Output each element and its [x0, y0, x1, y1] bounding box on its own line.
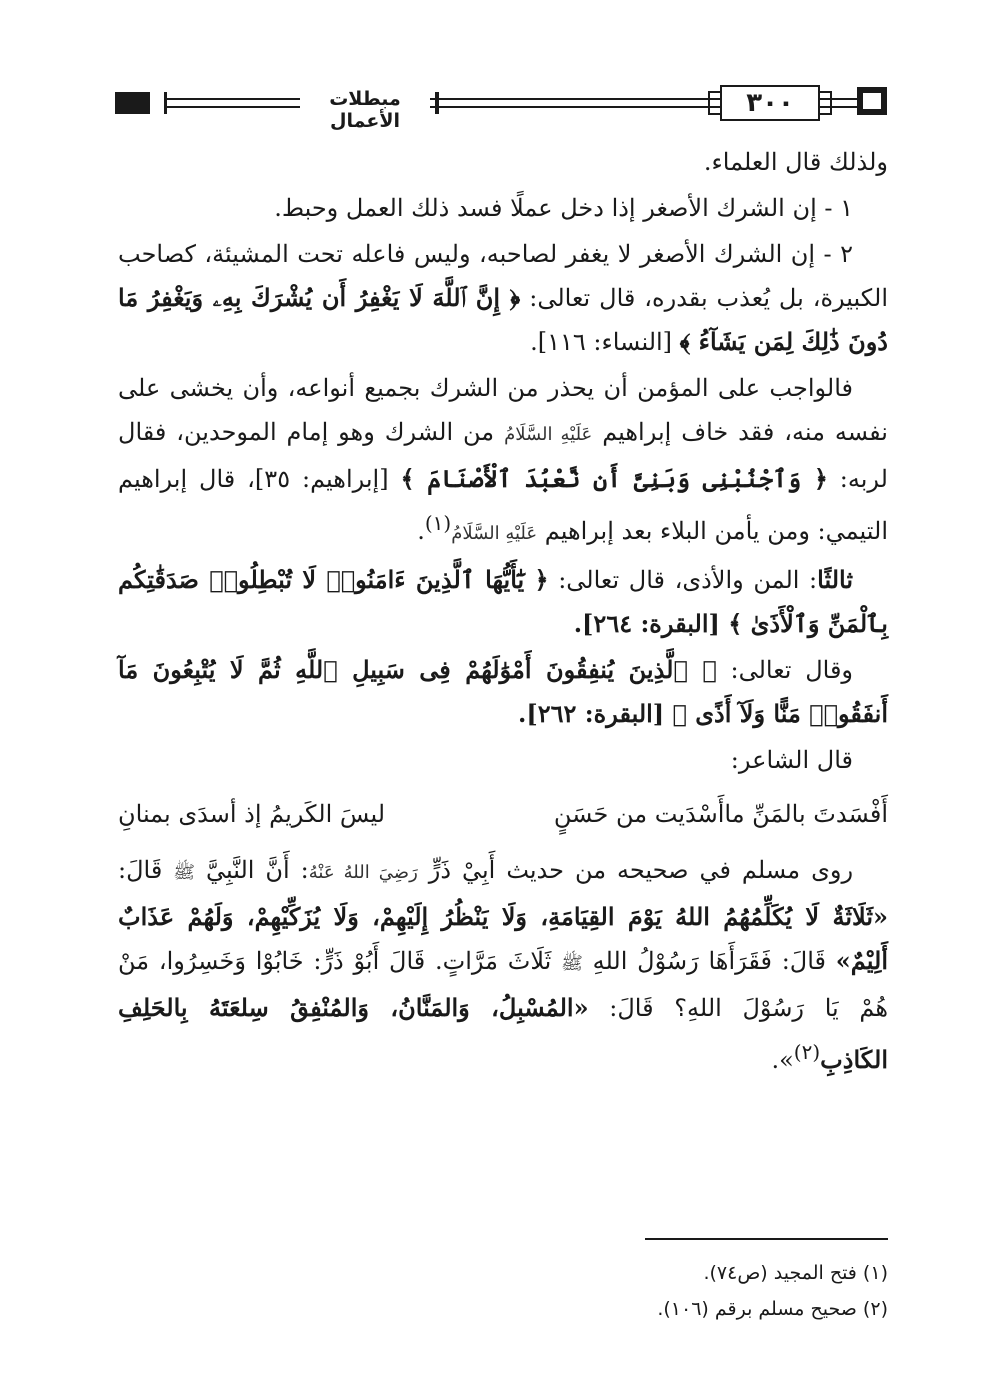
paragraph: [118, 558, 888, 646]
header-bar-left: [147, 92, 167, 114]
page-body: [118, 140, 888, 1084]
body-text: : أَنَّ النَّبِيَّ: [195, 856, 309, 884]
body-text: فالواجب على المؤمن أن يحذر من الشرك بجميع أنواعه، وأن يخشى على نفسه منه، فقد خاف إبراهيم: [118, 374, 888, 446]
header-end-block: [115, 92, 147, 114]
footnote-separator: [645, 1238, 888, 1240]
body-text: قَالَ:: [118, 856, 174, 884]
footnote-item: (١) فتح المجيد (ص٧٤).: [703, 1262, 888, 1284]
header-divider: [435, 92, 439, 114]
paragraph: قال الشاعر:: [730, 746, 853, 774]
poem-hemistich-left: ليسَ الكَريمُ إذ أسدَى بمنانِ: [118, 800, 386, 828]
list-item: ١ - إن الشرك الأصغر إذا دخل عملًا فسد ذلك العمل وحبط.: [274, 194, 853, 222]
salam-honorific: عَلَيْهِ السَّلَامُ: [451, 523, 538, 544]
verse-reference: [إبراهيم: ٣٥]، قال إبراهيم التيمي: ومن يأمن البلاء بعد إبراهيم: [118, 465, 888, 545]
footnote-ref[interactable]: (١): [424, 511, 452, 535]
hadith-text: «المُسْبِلُ، وَالمَنَّانُ، وَالمُنْفِقُ سِلعَتَهُ بِالحَلِفِ الكَاذِبِ: [118, 993, 888, 1074]
body-text: ٢ - إن الشرك الأصغر لا يغفر لصاحبه، وليس فاعله تحت المشيئة، كصاحب الكبيرة، بل يُعذب بقدره، قال تعالى:: [118, 240, 889, 312]
section-label: ثالثًا: [817, 565, 854, 594]
punctuation: .: [417, 517, 425, 545]
paragraph: [118, 366, 888, 556]
salla-honorific: ﷺ: [173, 862, 196, 883]
quran-verse: ﴿ ٱلَّذِينَ يُنفِقُونَ أَمْوَٰلَهُمْ فِى سَبِيلِ ٱللَّهِ ثُمَّ لَا يُتْبِعُونَ مَآ أَنفَقُوا۟ مَنًّا وَلَآ أَذًى ﴾: [118, 655, 888, 728]
quran-verse: ﴿ يَٰٓأَيُّهَا ٱلَّذِينَ ءَامَنُوا۟ لَا تُبْطِلُوا۟ صَدَقَٰتِكُم بِٱلْمَنِّ وَٱلْأَذَىٰ ﴾: [118, 565, 888, 638]
body-text: قَالَ: فَقَرَأَهَا رَسُوْلُ اللهِ: [582, 947, 836, 975]
paragraph: [118, 648, 888, 736]
footnote-item: (٢) صحيح مسلم برقم (١٠٦).: [657, 1298, 888, 1320]
book-title: مبطلات الأعمال: [300, 88, 430, 132]
poem-hemistich-right: أَفْسَدتَ بالمَنِّ ماأَسْدَيت من حَسَنٍ: [553, 800, 888, 828]
page-number: ٣٠٠: [720, 85, 820, 121]
salam-honorific: عَلَيْهِ السَّلَامُ: [504, 424, 593, 445]
body-text: ثَلَاثَ مَرَّاتٍ. قَالَ أَبُوْ ذَرٍّ: خَابُوْا وَخَسِرُوا، مَنْ هُمْ يَا رَسُوْلَ اللهِ؟ قَالَ:: [118, 947, 889, 1022]
punctuation: ».: [771, 1046, 794, 1074]
salla-honorific: ﷺ: [561, 953, 583, 974]
header-end-square: [857, 87, 887, 115]
verse-reference: [البقرة: ٢٦٢].: [518, 699, 673, 728]
hadith-text: «ثَلَاثَةٌ لَا يُكَلِّمُهُمُ اللهُ يَوْمَ القِيَامَةِ، وَلَا يَنْظُرُ إِلَيْهِمْ، وَلَا يُزَكِّيْهِمْ، وَلَهُمْ عَذَابٌ أَلِيْمٌ»: [118, 902, 888, 975]
paragraph: ولذلك قال العلماء.: [703, 148, 888, 176]
body-text: : المن والأذى، قال تعالى:: [548, 566, 818, 594]
footnote-ref[interactable]: (٢): [793, 1040, 821, 1064]
page-header: [115, 82, 887, 132]
radi-honorific: رَضِيَ اللهُ عَنْهُ: [308, 862, 418, 883]
body-text: من الشرك وهو إمام الموحدين، فقال لربه:: [118, 418, 888, 493]
poem-verse: [118, 792, 888, 836]
paragraph: [118, 232, 888, 364]
paragraph: [118, 848, 888, 1082]
verse-reference: [البقرة: ٢٦٤].: [573, 609, 729, 638]
verse-reference: [النساء: ١١٦].: [530, 328, 680, 356]
body-text: روى مسلم في صحيحه من حديث أَبِيْ ذَرٍّ: [417, 856, 854, 884]
footnotes: [118, 1255, 888, 1327]
quran-verse: ﴿ إِنَّ ٱللَّهَ لَا يَغْفِرُ أَن يُشْرَكَ بِهِۦ وَيَغْفِرُ مَا دُونَ ذَٰلِكَ لِمَن يَشَآءُ ﴾: [118, 283, 888, 356]
quran-verse: ﴿ وَٱجْنُبْنِى وَبَنِىَّ أَن نَّعْبُدَ ٱلْأَصْنَامَ ﴾: [400, 464, 828, 493]
body-text: وقال تعالى:: [716, 656, 854, 684]
